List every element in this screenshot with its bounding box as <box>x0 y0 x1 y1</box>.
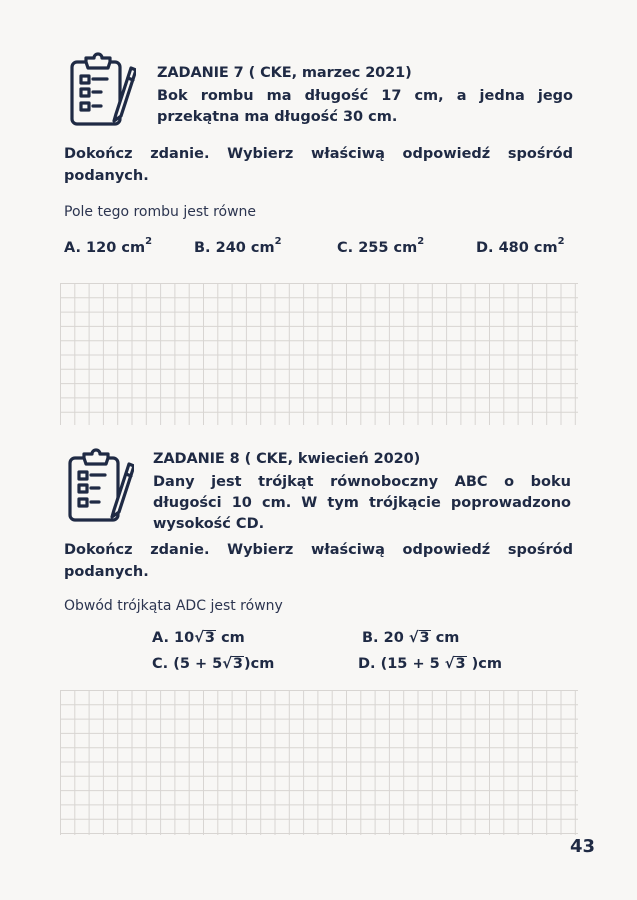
task7-answer-a[interactable] <box>64 238 152 256</box>
radicand: 3 <box>455 656 466 672</box>
answer-label: A. 120 cm <box>64 239 146 256</box>
answer-grid-task7[interactable] <box>60 283 578 425</box>
task7-answer-d[interactable] <box>476 238 565 256</box>
answer-d-prefix: D. (15 + 5 <box>358 656 440 672</box>
answer-b-prefix: B. 20 <box>362 630 404 646</box>
task8-answer-b[interactable] <box>362 630 459 646</box>
answer-exponent: 2 <box>417 236 425 247</box>
radicand: 3 <box>204 630 215 646</box>
grid-lines <box>60 283 578 425</box>
answer-c-suffix: )cm <box>244 656 275 672</box>
task7-answer-c[interactable] <box>337 238 424 256</box>
page-number: 43 <box>570 836 596 857</box>
answer-label: D. 480 cm <box>476 239 558 256</box>
task7-answer-b[interactable] <box>194 238 282 256</box>
answer-d-suffix: )cm <box>471 656 502 672</box>
task8-title: ZADANIE 8 ( CKE, kwiecień 2020) <box>153 451 421 467</box>
answer-exponent: 2 <box>557 236 565 247</box>
answer-a-prefix: A. 10 <box>152 630 195 646</box>
task7-question: Pole tego rombu jest równe <box>64 204 257 220</box>
answer-c-prefix: C. (5 + 5 <box>152 656 223 672</box>
task8-instruction: Dokończ zdanie. Wybierz właściwą odpowiedź spośród podanych. <box>64 542 573 580</box>
task8-text: Dany jest trójkąt równoboczny ABC o boku długości 10 cm. W tym trójkącie poprowadzono wysokość CD. <box>153 474 571 532</box>
task7-text: Bok rombu ma długość 17 cm, a jedna jego przekątna ma długość 30 cm. <box>157 88 573 125</box>
sqrt-symbol: √3 <box>222 656 244 672</box>
answer-a-suffix: cm <box>221 630 245 646</box>
grid-lines <box>60 690 578 835</box>
sqrt-symbol: √3 <box>408 630 430 646</box>
answer-b-suffix: cm <box>435 630 460 646</box>
radicand: 3 <box>419 630 430 646</box>
clipboard-checklist-icon <box>66 448 134 524</box>
task8-answer-a[interactable] <box>152 630 245 646</box>
answer-grid-task8[interactable] <box>60 690 578 835</box>
clipboard-checklist-icon <box>68 52 136 128</box>
task8-answer-d[interactable] <box>358 656 502 672</box>
task8-question: Obwód trójkąta ADC jest równy <box>64 598 283 614</box>
answer-exponent: 2 <box>274 236 282 247</box>
task7-title: ZADANIE 7 ( CKE, marzec 2021) <box>157 65 412 81</box>
answer-label: B. 240 cm <box>194 239 275 256</box>
task7-instruction: Dokończ zdanie. Wybierz właściwą odpowiedź spośród podanych. <box>64 146 573 184</box>
sqrt-symbol: √3 <box>444 656 466 672</box>
task8-answer-c[interactable] <box>152 656 274 672</box>
sqrt-symbol: √3 <box>194 630 215 646</box>
radicand: 3 <box>232 656 244 672</box>
answer-exponent: 2 <box>145 236 153 247</box>
answer-label: C. 255 cm <box>337 239 418 256</box>
